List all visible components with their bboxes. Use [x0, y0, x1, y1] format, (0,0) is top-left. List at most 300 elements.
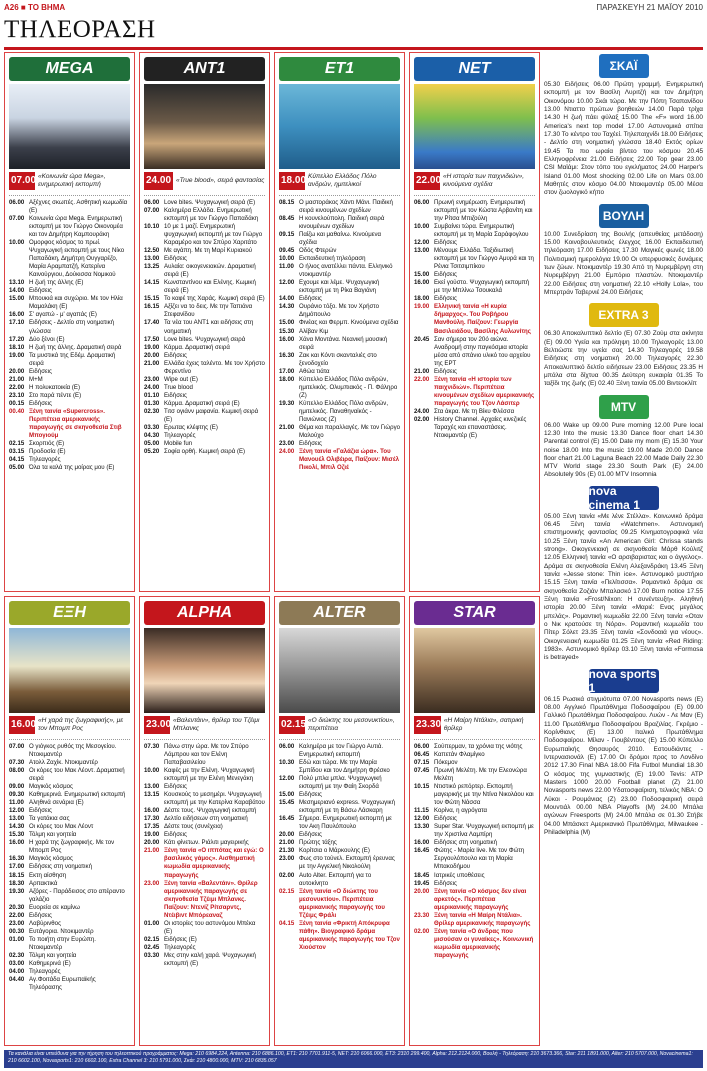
- schedule-title: Μες στην καλή χαρά. Ψυχαγωγική εκπομπή (Ε): [164, 951, 256, 967]
- schedule-item: [144, 880, 265, 920]
- schedule-item: [144, 279, 265, 295]
- schedule-time: 21.00: [279, 423, 295, 431]
- schedule-title: Εχουμε και λέμε. Ψυχαγωγική εκπομπή με τη Ρίκα Βαγιάνη: [299, 279, 380, 295]
- schedule-item: [144, 791, 265, 807]
- schedule-time: 15.00: [279, 319, 295, 327]
- schedule-item: [144, 952, 265, 968]
- schedule-title: Love bites. Ψυχαγωγική σειρά (Ε): [164, 199, 256, 206]
- schedule-title: Θέμα και παραλλαγές. Με τον Γιώργο Μαλούχο: [299, 423, 401, 439]
- schedule-title: Ξένη ταινία «Βαλεντάιν». Θρίλερ αμερικανικής παραγωγής σε σκηνοθεσία Τζέιμι Μπλανκς. Παίζουν: Ντενίζ Ρίτσαρντς, Ντέιβιντ Μπόρεαναζ: [164, 879, 258, 919]
- schedule-item: [279, 319, 400, 327]
- schedule-title: Ειδήσεις: [299, 831, 322, 839]
- schedule-item: [279, 855, 400, 871]
- schedule-item: [9, 976, 130, 992]
- schedule-time: 20.00: [144, 839, 160, 847]
- side-channel-schedule: 06.00 Wake up 09.00 Pure morning 12.00 Pure local 12.30 Into the music 13.30 Dance floor chart 14.30 Parental control (Ε) 15.00 Date my mom (Ε) 15.30 Your noise 18.00 Into the music 19.00 Made 20.00 Dance floor chart 21.00 Laguna Beach 22.00 Made Daily 22.30 MTV World stage 23.30 South Park (Ε) 24.00 Absolutely 90s (Ε) 01.00 MTV Insomnia: [544, 421, 703, 479]
- side-channel-block: [544, 54, 703, 198]
- schedule-title: Mobile fun: [164, 439, 193, 447]
- schedule-time: 02.00: [414, 415, 430, 423]
- schedule-item: [414, 368, 535, 376]
- schedule-title: Ξένη ταινία «Ο κόσμος δεν είναι αρκετός». Περιπέτεια αμερικανικής παραγωγής: [434, 887, 527, 911]
- schedule-item: [9, 960, 130, 968]
- schedule-time: 16.30: [279, 351, 295, 359]
- schedule-time: 20.30: [9, 903, 25, 911]
- schedule-title: Ειδήσεις - Δελτίο στη νοηματική γλώσσα: [29, 319, 115, 335]
- schedule-time: 17.10: [9, 319, 25, 327]
- schedule-title: Δελτίο ειδήσεων στη νοηματική: [164, 815, 248, 823]
- schedule-item: [144, 263, 265, 279]
- schedule-title: Love bites. Ψυχαγωγική σειρά: [164, 335, 246, 343]
- schedule-title: Ευτάγορια. Ντοκιμαντέρ: [29, 927, 94, 935]
- schedule-item: [144, 360, 265, 376]
- side-channel-schedule: 10.00 Συνεδρίαση της Βουλής (απευθείας μετάδοση) 15.00 Κοινοβουλευτικός έλεγχος 16.00 Εκπαιδευτική τηλεόραση 17.00 Ειδήσεις 17.30 Μαγικές φωνές 18.00 Πολιτισμική ημερολόγια 19.00 Οι υπερφυσικές δυνάμεις των ζώων. Ντοκιμαντέρ 19.30 Από τη Νυρεμβέργη στη Νυρεμβέργη 21.00 Εμπόριο πλαστών. Ντοκιμαντέρ 22.00 Ειδήσεις στη νοηματική 22.10 «Holly Lola», του Μπερτράν Ταβερνιέ 24.00 Ειδήσεις: [544, 230, 703, 296]
- schedule-time: 23.00: [279, 855, 295, 863]
- schedule-time: 17.00: [279, 367, 295, 375]
- schedule-item: [414, 912, 535, 928]
- schedule-time: 14.00: [279, 295, 295, 303]
- schedule-title: Κορίτσια ο Μάρκουλης (Ε): [299, 847, 370, 855]
- schedule-item: [279, 448, 400, 472]
- schedule-item: [9, 336, 130, 344]
- schedule-time: 13.25: [144, 263, 160, 271]
- schedule-time: 19.00: [414, 303, 430, 311]
- schedule-time: 18.45: [414, 871, 430, 879]
- program-photo: [9, 628, 130, 713]
- schedule-time: 04.30: [144, 431, 160, 439]
- schedule-title: Καφές με την Ελένη. Ψυχαγωγική εκπομπή με την Ελένη Μενεγάκη: [164, 767, 255, 783]
- schedule-item: [279, 920, 400, 952]
- schedule-item: [279, 888, 400, 920]
- schedule-item: [414, 847, 535, 871]
- highlight-caption: [144, 172, 265, 190]
- schedule-title: Καπετάν Φλαμίγκο: [434, 751, 485, 759]
- schedule-time: 08.45: [279, 215, 295, 223]
- schedule-item: [144, 831, 265, 839]
- schedule-time: 19.00: [144, 343, 160, 351]
- schedule-title: Πάνω στην ώρα. Με τον Σπύρο Λάμπρου και τον Ελένη Παπαβασιλείου: [164, 743, 249, 767]
- schedule-title: Ειδήσεις: [299, 439, 322, 447]
- schedule-item: [9, 783, 130, 791]
- schedule-item: [9, 384, 130, 392]
- channel-logo: ΕΞΗ: [9, 601, 130, 625]
- program-photo: [279, 628, 400, 713]
- side-channel-block: [544, 483, 703, 663]
- schedule-list: [279, 195, 400, 472]
- highlight-description: «Κοινωνία ώρα Mega», ενημερωτική εκπομπή: [38, 173, 106, 188]
- schedule-time: 05.00: [9, 464, 25, 472]
- schedule-title: Ο γιόγκος ρυθός της Μεσογείου. Ντοκιμαντέρ: [29, 743, 117, 759]
- schedule-title: Ομορφος κόσμος το πρωί. Ψυχαγωγική εκπομπή με τους Νίκο Παπαδάκη, Δημήτρη Ουγγαρέζο, Μαρία Αραμπατζή, Κατερίνα Καινούργιου, Δούκισσα Νομικού: [29, 239, 125, 279]
- schedule-item: [9, 815, 130, 823]
- side-channel-logo: ΣΚΑΪ: [599, 54, 649, 78]
- schedule-title: Κάτι φίνετων. Ριάλιτι μαγειρικής: [164, 839, 249, 847]
- schedule-item: [144, 767, 265, 783]
- schedule-time: 18.30: [9, 879, 25, 887]
- schedule-item: [279, 352, 400, 368]
- schedule-time: 07.00: [144, 207, 160, 215]
- channel-logo: MEGA: [9, 57, 130, 81]
- schedule-item: [279, 247, 400, 255]
- program-photo: [9, 84, 130, 169]
- schedule-item: [144, 944, 265, 952]
- schedule-item: [9, 912, 130, 920]
- schedule-title: Φως στο τούνελ. Εκπομπή έρευνας με την Αγγελική Νικολούλη: [299, 855, 395, 871]
- schedule-title: Αξέχνες σκωπές. Ασθητική κωμωδία (Ε): [29, 199, 128, 215]
- schedule-title: Σοφία ορθή. Κωμική σειρά (Ε): [164, 447, 246, 455]
- schedule-time: 05.20: [144, 447, 160, 455]
- schedule-time: 23.00: [144, 375, 160, 383]
- schedule-title: Αξίζει να το δεις. Με την Ταπιάνα Στεφανίδου: [164, 303, 253, 319]
- schedule-item: [279, 199, 400, 215]
- schedule-item: [144, 807, 265, 815]
- schedule-title: Στα άκρα. Με τη Βίκυ Φλέσσα: [434, 407, 515, 415]
- schedule-item: [414, 751, 535, 759]
- schedule-time: 02.15: [144, 935, 160, 943]
- schedule-time: 24.00: [144, 383, 160, 391]
- schedule-item: [144, 384, 265, 392]
- schedule-title: Πρώτης τάξης: [299, 839, 337, 847]
- schedule-item: [144, 815, 265, 823]
- channel-column: [274, 52, 405, 592]
- schedule-time: 09.45: [279, 247, 295, 255]
- highlight-time: 23.30: [414, 716, 441, 734]
- schedule-time: 01.00: [144, 919, 160, 927]
- schedule-item: [414, 767, 535, 783]
- schedule-title: Σούπερμαν, τα χρόνια της νιότης: [434, 743, 523, 750]
- schedule-time: 23.30: [414, 911, 430, 919]
- schedule-item: [9, 743, 130, 759]
- side-channel-schedule: 05.30 Ειδήσεις 06.00 Πρώτη γραμμή. Ενημερωτική εκπομπή με τον Βασίλη Λυριτζή και τον Δημήτρη Οικονόμου 10.00 Σκάι τώρα. Με την Πόπη Τσαπανίδου 13.00 Ντιαττο πρώτων βοηθειών 14.00 Παρά τρίχα 14.30 Η ζωή πάει φύλαξ 15.00 The «F» word 16.00 America's next top model 17.00 Αστυνομικά σπίτια 17.30 Το κέντρο του Ταχέεί. Τηλεπαιχνίδι 18.00 Ειδήσεις - Δελτίο στη νοηματική γλώσσα 18.40 Εκτός ορίων 19.45 Τα πιο ωραία βίντεο του κόσμου 20.45 Ελληνοφρένεια 21.00 Ειδήσεις 22.00 Top gear 23.00 CSI Μαϊάμι: Στον τόπο του εγκλήματος 24.00 Harper's Island 01.00 Most shocking 02.00 Life on Mars 03.00 Μαθητές στον κόσμο 04.00 Ντοκιμαντέρ 05.00 Μέσα στον ζωολογικό κήπο: [544, 81, 703, 197]
- schedule-title: Δέστε τους (συνέχεια): [164, 823, 223, 831]
- schedule-time: 02.30: [144, 407, 160, 415]
- schedule-time: 23.00: [144, 879, 160, 887]
- schedule-item: [279, 743, 400, 759]
- schedule-item: [9, 968, 130, 976]
- schedule-item: [279, 424, 400, 440]
- schedule-item: [144, 392, 265, 400]
- highlight-caption: [279, 172, 400, 190]
- schedule-title: Ειδήσεις: [164, 351, 187, 359]
- schedule-title: Με αγάπη. Με τη Μαρί Κυριακού: [164, 247, 253, 255]
- schedule-title: Ειδήσεις (Ε): [164, 935, 197, 943]
- schedule-title: Μαγικός κόσμος: [29, 855, 73, 863]
- schedule-item: [414, 807, 535, 815]
- schedule-item: [9, 791, 130, 799]
- schedule-time: 20.00: [144, 351, 160, 359]
- schedule-item: [279, 847, 400, 855]
- schedule-title: Τηλεαγορές: [29, 456, 61, 463]
- schedule-time: 19.30: [279, 399, 295, 407]
- schedule-time: 18.00: [279, 375, 295, 383]
- schedule-time: 23.00: [279, 439, 295, 447]
- schedule-time: 07.15: [414, 759, 430, 767]
- schedule-title: Καθημερινά (Ε): [29, 959, 71, 967]
- schedule-time: 11.00: [279, 263, 294, 271]
- highlight-caption: [414, 716, 535, 734]
- channel-column: [274, 596, 405, 1046]
- schedule-time: 21.30: [279, 847, 295, 855]
- schedule-item: [414, 223, 535, 239]
- schedule-title: Κύπελλο Ελλάδος Πόλο ανδρών, ημιτελικός. Ολυμπιακός - Π. Φάληρο (Ζ): [299, 375, 398, 399]
- schedule-item: [414, 271, 535, 279]
- schedule-title: Τα μυστικά της Εδέμ. Δραματική σειρά: [29, 351, 116, 367]
- schedule-time: 06.00: [144, 199, 160, 206]
- schedule-time: 19.45: [414, 879, 430, 887]
- schedule-item: [414, 239, 535, 247]
- schedule-item: [9, 759, 130, 767]
- schedule-item: [9, 880, 130, 888]
- schedule-time: 15.00: [279, 791, 295, 799]
- schedule-time: 15.30: [279, 327, 295, 335]
- schedule-time: 06.00: [414, 199, 430, 206]
- schedule-title: Μ+Μ: [29, 375, 43, 383]
- channel-column: [4, 52, 135, 592]
- schedule-item: [414, 743, 535, 751]
- schedule-time: 15.30: [9, 831, 25, 839]
- side-channel-logo: nova sports 1: [588, 666, 657, 695]
- program-photo: [414, 84, 535, 169]
- schedule-title: Κουσκούς το μεσημέρι. Ψυχαγωγική εκπομπή με την Κατερίνα Καραβάτου: [164, 791, 265, 807]
- schedule-time: 06.45: [414, 751, 430, 759]
- side-channel-block: [544, 303, 703, 388]
- schedule-item: [144, 295, 265, 303]
- schedule-time: 09.15: [279, 231, 295, 239]
- schedule-list: [9, 739, 130, 992]
- schedule-title: Το ποιήτη στην Ευρώπη. Ντοκιμαντέρ: [29, 935, 96, 951]
- schedule-time: 05.00: [144, 439, 160, 447]
- schedule-time: 15.15: [144, 295, 160, 303]
- schedule-title: Ειδήσεις: [164, 255, 187, 263]
- schedule-title: Τηλεαγορές: [164, 943, 196, 951]
- schedule-title: 10 με 1 μαζί. Ενημερωτική ψυχαγωγική εκπομπή με τον Γιώργο Καραμέρο και τον Σπύρο Χαριτάτο: [164, 223, 263, 247]
- schedule-time: 16.00: [9, 311, 25, 319]
- schedule-time: 16.45: [279, 815, 295, 823]
- schedule-item: [279, 400, 400, 424]
- schedule-item: [414, 839, 535, 847]
- schedule-title: Οι κόρες του Μακ Λέοντ: [29, 823, 94, 831]
- schedule-item: [414, 408, 535, 416]
- schedule-list: [144, 739, 265, 968]
- schedule-item: [144, 440, 265, 448]
- schedule-time: 06.00: [414, 743, 430, 750]
- schedule-title: Κάρμα. Δραματική σειρά (Ε): [164, 399, 240, 407]
- schedule-title: Φινέας και Φερμπ. Κινούμενα σχέδια: [299, 319, 399, 327]
- highlight-time: 23.00: [144, 716, 170, 734]
- schedule-title: Πρωινή ενημέρωση. Ενημερωτική εκπομπή με τον Κώστα Αρβανίτη και την Ρίτσα Μπιζούλη: [434, 199, 533, 223]
- highlight-caption: [279, 716, 400, 734]
- schedule-item: [414, 815, 535, 823]
- schedule-title: Τόλμη και γοητεία: [29, 831, 77, 839]
- schedule-item: [279, 775, 400, 791]
- schedule-title: Ντιστικό ρεπόρτερ. Εκπομπή μαγειρικής με την Ντίνα Νικολάου και τον Φώτη Νάσσα: [434, 783, 534, 807]
- schedule-item: [144, 847, 265, 879]
- program-photo: [144, 84, 265, 169]
- highlight-time: 02.15: [279, 716, 305, 734]
- schedule-title: Ειδήσεις: [29, 911, 52, 919]
- schedule-item: [144, 255, 265, 263]
- schedule-title: Ξένη ταινία «Φρικτή Απόκρυφα πάθη». Βιογραφικό δράμα αμερικανικής παραγωγής του Τζον Χιούστον: [299, 919, 400, 951]
- schedule-item: [414, 880, 535, 888]
- schedule-item: [279, 440, 400, 448]
- side-channel-block: [544, 666, 703, 838]
- schedule-title: Ελληνική ταινία «Η κυρία δήμαρχος». Του Ροβήρου Μανθούλη. Παίζουν: Γεωργία Βασιλειάδου, Βασίλης Αυλωνίτης: [434, 303, 531, 335]
- channel-column: [409, 52, 540, 592]
- schedule-title: Καθημερινά. Ενημερωτική εκπομπή: [29, 791, 126, 799]
- schedule-title: Μπουκιά και συχώριο. Με τον Ηλία Μαμαλάκη (Ε): [29, 295, 123, 311]
- schedule-item: [414, 823, 535, 839]
- channel-logo: STAR: [414, 601, 535, 625]
- schedule-item: [279, 295, 400, 303]
- schedule-item: [279, 215, 400, 231]
- schedule-title: True blood: [164, 383, 193, 391]
- schedule-item: [9, 767, 130, 783]
- schedule-title: Ειδήσεις: [164, 391, 187, 399]
- schedule-item: [9, 936, 130, 952]
- schedule-time: 13.00: [414, 247, 430, 255]
- highlight-caption: [414, 172, 535, 190]
- schedule-time: 14.30: [279, 303, 295, 311]
- schedule-title: Αρπακτικά: [29, 879, 58, 887]
- schedule-title: Λαβύρινθος: [29, 919, 62, 927]
- schedule-item: [279, 759, 400, 775]
- schedule-title: Συμβαίνει τώρα. Ενημερωτική εκπομπή με τη Μαρία Σαράφογλου: [434, 223, 529, 239]
- highlight-time: 07.00: [9, 172, 35, 190]
- schedule-item: [279, 231, 400, 247]
- schedule-title: Ειδήσεις: [434, 367, 457, 375]
- highlight-time: 16.00: [9, 716, 35, 734]
- schedule-time: 20.45: [414, 335, 430, 343]
- schedule-time: 15.45: [279, 799, 295, 807]
- schedule-item: [9, 920, 130, 928]
- side-channel-logo: EXTRA 3: [589, 303, 659, 327]
- schedule-time: 12.00: [9, 807, 25, 815]
- schedule-time: 21.00: [144, 847, 160, 855]
- schedule-title: Εδώ και τώρα. Με την Μαρία Σμπίδου και τον Δημήτρη Φρέσκο: [299, 759, 390, 775]
- schedule-item: [279, 263, 400, 279]
- schedule-item: [414, 888, 535, 912]
- schedule-time: 02.30: [9, 951, 25, 959]
- schedule-title: Μαγικός κόσμος: [29, 783, 73, 791]
- schedule-title: Ειδήσεις: [29, 367, 52, 375]
- schedule-item: [144, 743, 265, 767]
- schedule-time: 24.00: [414, 407, 430, 415]
- schedule-title: Auto Alter. Εκπομπή για το αυτοκίνητο: [299, 871, 372, 887]
- schedule-item: [9, 904, 130, 912]
- schedule-time: 15.00: [9, 295, 25, 303]
- schedule-time: 17.00: [9, 863, 25, 871]
- schedule-item: [279, 872, 400, 888]
- schedule-title: Ουράνιο τόξο. Με τον Χρήστο Δημόπουλο: [299, 303, 380, 319]
- schedule-item: [9, 376, 130, 384]
- schedule-title: Ειδήσεις: [299, 295, 322, 303]
- schedule-title: Ειδήσεις στη νοηματική: [434, 839, 497, 847]
- schedule-item: [9, 952, 130, 960]
- schedule-title: Ξένη ταινία «Supercross». Περιπέτεια αμερικανικής παραγωγής σε σκηνοθεσία Στιβ Μπογιούμ: [29, 407, 122, 439]
- highlight-time: 22.00: [414, 172, 440, 190]
- schedule-time: 16.00: [279, 335, 295, 343]
- schedule-item: [144, 424, 265, 432]
- schedule-title: Οδός Φτερών: [299, 247, 337, 255]
- header-rule: [4, 47, 703, 50]
- schedule-item: [9, 199, 130, 215]
- schedule-item: [9, 215, 130, 239]
- schedule-title: Τιτσ ογιάνν μαφανία. Κωμική σειρά (Ε): [164, 407, 259, 423]
- schedule-title: Σαν σήμερα τον 20ό αιώνα. Αναδρομή στην παγκόσμια ιστορία μέσα από σπάνιο υλικό του αρχείου της ΕΡΤ: [434, 335, 531, 367]
- schedule-title: Ειδήσεις: [164, 831, 187, 839]
- schedule-title: Εκεί γούστο. Ψυχαγωγική εκπομπή με την Μπλίνω Τσουκαλά: [434, 279, 530, 295]
- channel-column: [139, 52, 270, 592]
- schedule-time: 07.45: [414, 767, 430, 775]
- schedule-title: Εκτη αίσθηση: [29, 871, 67, 879]
- schedule-time: 02.15: [279, 887, 295, 895]
- schedule-item: [144, 223, 265, 247]
- schedule-list: [279, 739, 400, 952]
- schedule-time: 16.00: [144, 807, 160, 815]
- schedule-time: 12.00: [279, 279, 295, 287]
- schedule-title: Οι κόρες του Μακ Λέοντ. Δραματική σειρά: [29, 767, 125, 783]
- schedule-title: Η ζωή της άλλης. Δραματική σειρά: [29, 343, 122, 351]
- schedule-item: [279, 799, 400, 815]
- schedule-time: 02.00: [279, 871, 295, 879]
- schedule-title: Αγ.Φοιτάδα Ευρωπαϊκής Τηλεόρασης: [29, 975, 96, 991]
- schedule-title: Τηλεαγορές: [29, 967, 61, 975]
- side-channel-schedule: 05.00 Ξένη ταινία «Με λένε Στέλλα». Κοινωνικό δράμα 06.45 Ξένη ταινία «Watchmen». Αστυνομική επιστημονικής φαντασίας 09.25 Κινηματογραφικά νέα 10.25 Ξένη ταινία «An American Girl: Chrissa stands strong». Οικογενειακή σε σκηνοθεσία Μάρθ Κούλιτζ 12.05 Ελληνική ταινία «Ο αρσιβαριστας και ο άγγελος». Δράμα σε σκηνοθεσία Ελένη Αλεξανδράκη 13.45 Ξένη ταινία «Jesse stone: Thin ice». Αστυνομικό μυστήριο 15.15 Ξένη ταινία «Πελίτισσα». Ρομαντικό δράμα σε σκηνοθεσία Ζοζιάν Μπαλασκό 17.00 Burn notice 17.55 Ξένη ταινία «Frost/Nixon: Η συνέντευξη». Αληθινή ιστορία 20.00 Ξένη ταινία «Μαριέ: Ενας μεγάλος μπελάς». Ρομαντική κωμωδία 22.00 Ξένη ταινία «Οταν ο Νικ κρατούσε τη Νόρα». Ρομαντική κωμωδία του Πίτερ Σόλετ 23.35 Ξένη ταινία «Σονδοαιά για νέους». Οικογενειακή κωμωδία 01.25 Ξένη ταινία «Red Riding: 1983». Αστυνομικό θρίλερ 03.10 Ξένη ταινία «Formosa is betrayed»: [544, 512, 703, 662]
- side-column: [544, 52, 703, 1046]
- schedule-time: 18.10: [9, 343, 25, 351]
- schedule-title: Παίζω και μαθαίνω. Κινούμενα σχέδια: [299, 231, 382, 247]
- schedule-title: Ξένη ταινία «Ο διώκτης του μεσονυκτίου». Περιπέτεια αμερικανικής παραγωγής του Τζέιμς Φράλι: [299, 887, 385, 919]
- schedule-title: Ειδήσεις: [434, 295, 457, 303]
- schedule-item: [279, 303, 400, 319]
- schedule-item: [414, 336, 535, 368]
- schedule-item: [9, 400, 130, 408]
- schedule-item: [144, 839, 265, 847]
- schedule-time: 17.40: [144, 319, 160, 327]
- schedule-item: [279, 839, 400, 847]
- schedule-item: [279, 255, 400, 263]
- schedule-time: 14.15: [144, 279, 160, 287]
- schedule-time: 13.10: [9, 279, 25, 287]
- schedule-title: Ξένη ταινία «Η ιστορία των παιχνιδιών». Περιπέτεια κινουμένων σχεδίων αμερικανικής παραγωγής του Τζον Λάσιτερ: [434, 375, 535, 407]
- program-photo: [414, 628, 535, 713]
- schedule-item: [414, 247, 535, 271]
- schedule-title: Ζακ και Κόντι σκανταλιές στο ξενοδοχείο: [299, 351, 377, 367]
- schedule-title: Ο μαστοράκος Χάντι Μάνι. Παιδική σειρά κινουμένων σχεδίων: [299, 199, 393, 215]
- schedule-time: 16.00: [414, 839, 430, 847]
- schedule-item: [9, 448, 130, 456]
- channel-logo: ALPHA: [144, 601, 265, 625]
- schedule-title: Κορίνα, η αγρόγατα: [434, 807, 488, 815]
- schedule-item: [414, 759, 535, 767]
- side-channel-logo: ΒΟΥΛΗ: [599, 204, 649, 228]
- highlight-caption: [9, 172, 130, 190]
- schedule-time: 17.20: [9, 335, 25, 343]
- schedule-title: Ελλάδα έχεις ταλέντο. Με τον Χρήστο Φερεντίνο: [164, 359, 265, 375]
- schedule-time: 22.00: [9, 383, 25, 391]
- schedule-item: [279, 815, 400, 831]
- schedule-time: 21.00: [9, 375, 25, 383]
- schedule-item: [9, 408, 130, 440]
- channel-logo: NET: [414, 57, 535, 81]
- schedule-title: Καλημέρα Ελλάδα. Ενημερωτική εκπομπή με τον Γιώργο Παπαδάκη: [164, 207, 259, 223]
- schedule-list: [414, 739, 535, 960]
- schedule-time: 21.00: [279, 839, 295, 847]
- schedule-item: [144, 247, 265, 255]
- schedule-time: 16.45: [414, 847, 430, 855]
- channel-logo: ET1: [279, 57, 400, 81]
- schedule-title: Ειδήσεις στη νοηματική: [29, 863, 92, 871]
- schedule-time: 21.00: [144, 359, 160, 367]
